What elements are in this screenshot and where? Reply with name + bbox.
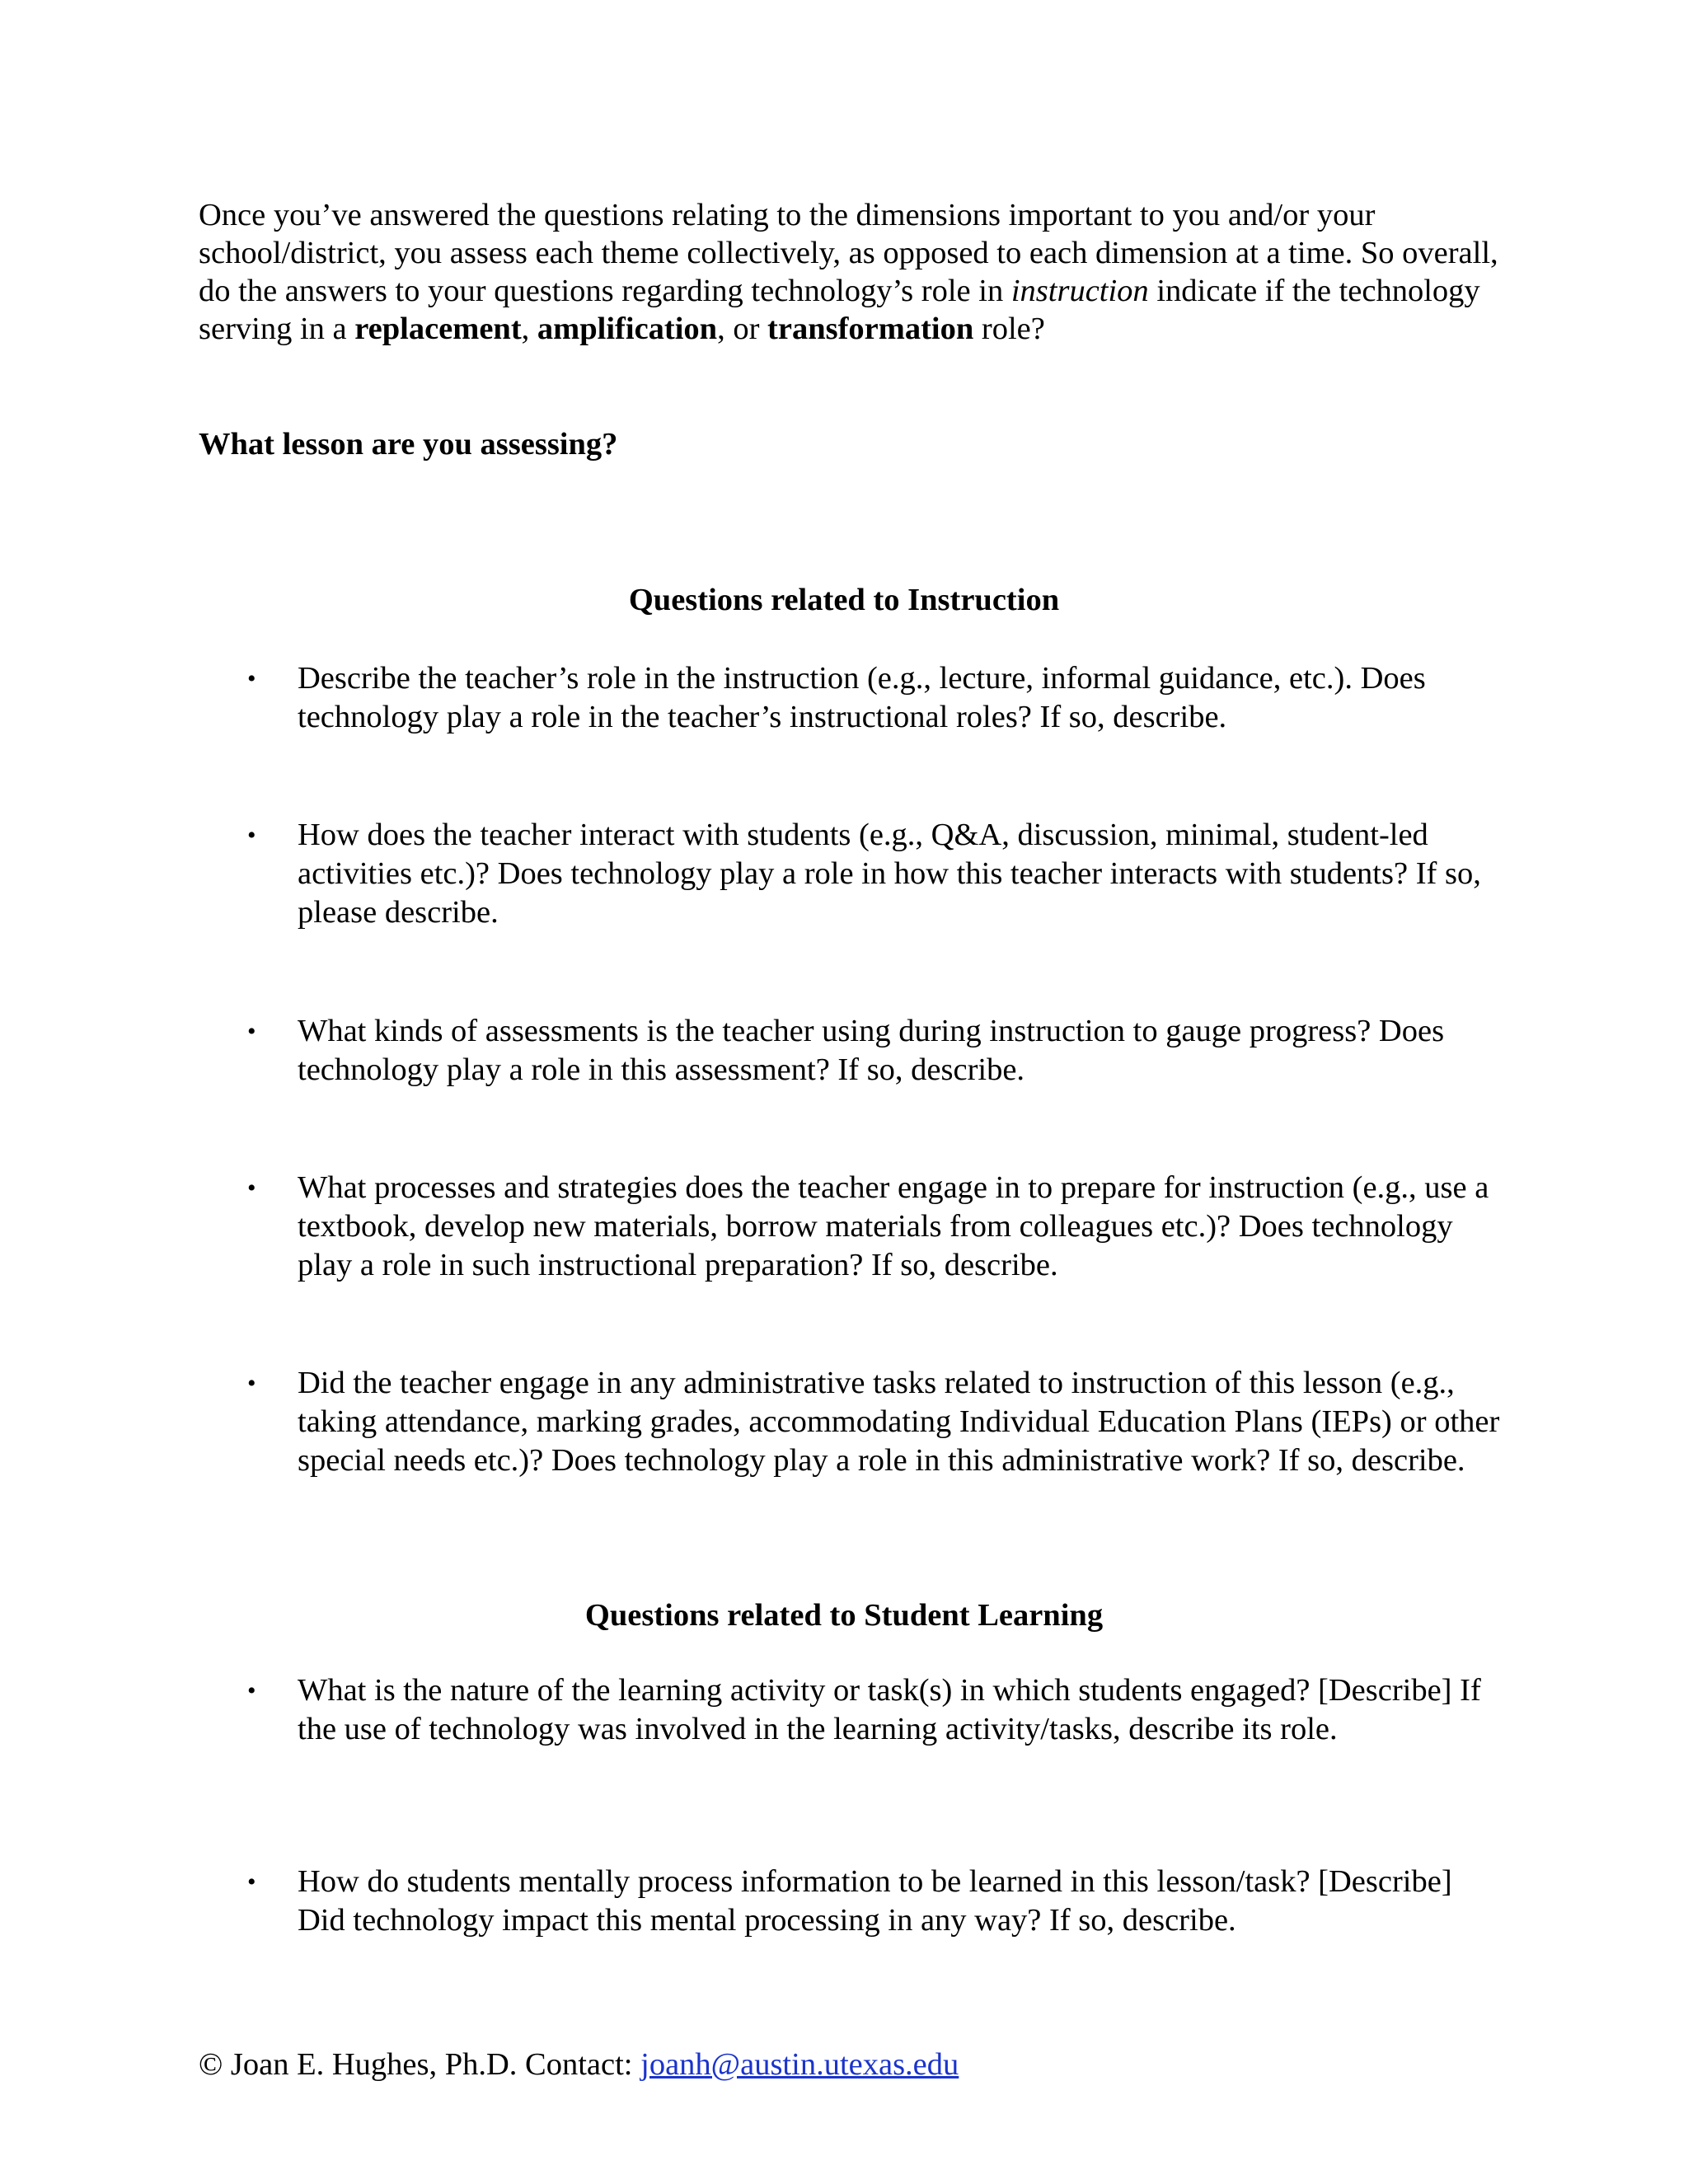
intro-emphasis-instruction: instruction (1010, 274, 1149, 308)
question-text: What kinds of assessments is the teacher using during instruction to gauge progress? Does technology play a role in this assessment? If so, describe. (298, 1014, 1445, 1087)
lesson-question: What lesson are you assessing? (199, 427, 618, 462)
intro-separator-2: , or (717, 312, 768, 346)
heading-student-learning: Questions related to Student Learning (584, 1598, 1104, 1633)
footer (199, 2046, 959, 2083)
intro-text-3: role? (973, 312, 1045, 346)
intro-separator-1: , (521, 312, 537, 346)
bullet-icon: • (247, 822, 256, 849)
contact-email-link[interactable]: joanh@austin.utexas.edu (640, 2047, 959, 2082)
intro-text-2: indicate if the technology serving in a (199, 274, 1480, 346)
term-replacement: replacement (354, 312, 522, 346)
term-transformation: transformation (767, 312, 974, 346)
intro-text-1: Once you’ve answered the questions relating to the dimensions important to you and/or your school/district, you assess each theme collectively, as opposed to each dimension at a time. So overall, do the answers to your questions regarding technology’s role in (199, 198, 1498, 308)
question-text: What processes and strategies does the teacher engage in to prepare for instruction (e.g., use a textbook, develop new materials, borrow materials from colleagues etc.)? Does technology play a role in such instructional preparation? If so, describe. (298, 1170, 1489, 1282)
question-text: How does the teacher interact with students (e.g., Q&A, discussion, minimal, student-led activities etc.)? Does technology play a role in how this teacher interacts with students? If so, please describe. (298, 818, 1481, 930)
bullet-icon: • (247, 1018, 256, 1045)
instruction-question-5 (247, 1364, 1500, 1480)
question-text: Describe the teacher’s role in the instruction (e.g., lecture, informal guidance, etc.). Does technology play a role in the teacher’s instructional roles? If so, describe. (298, 661, 1426, 734)
footer-copyright: © Joan E. Hughes, Ph.D. Contact: (199, 2047, 641, 2082)
instruction-question-4 (247, 1169, 1500, 1285)
learning-question-2 (247, 1863, 1500, 1940)
instruction-question-3 (247, 1012, 1500, 1090)
question-text: What is the nature of the learning activity or task(s) in which students engaged? [Describe] If the use of technology was involved in the learning activity/tasks, describe its role. (298, 1673, 1481, 1746)
question-text: How do students mentally process information to be learned in this lesson/task? [Describe] Did technology impact this mental processing in any way? If so, describe. (298, 1864, 1452, 1938)
heading-instruction: Questions related to Instruction (628, 583, 1060, 617)
term-amplification: amplification (537, 312, 718, 346)
intro-paragraph (199, 196, 1501, 348)
bullet-icon: • (247, 1174, 256, 1202)
instruction-question-1 (247, 659, 1500, 737)
bullet-icon: • (247, 1370, 256, 1397)
bullet-icon: • (247, 665, 256, 692)
learning-question-1 (247, 1671, 1500, 1749)
bullet-icon: • (247, 1868, 256, 1896)
instruction-question-2 (247, 816, 1500, 932)
question-text: Did the teacher engage in any administrative tasks related to instruction of this lesson (e.g., taking attendance, marking grades, accommodating Individual Education Plans (IEPs) or other special needs etc.)? Does technology play a role in this administrative work? If so, describe. (298, 1366, 1500, 1478)
bullet-icon: • (247, 1677, 256, 1704)
